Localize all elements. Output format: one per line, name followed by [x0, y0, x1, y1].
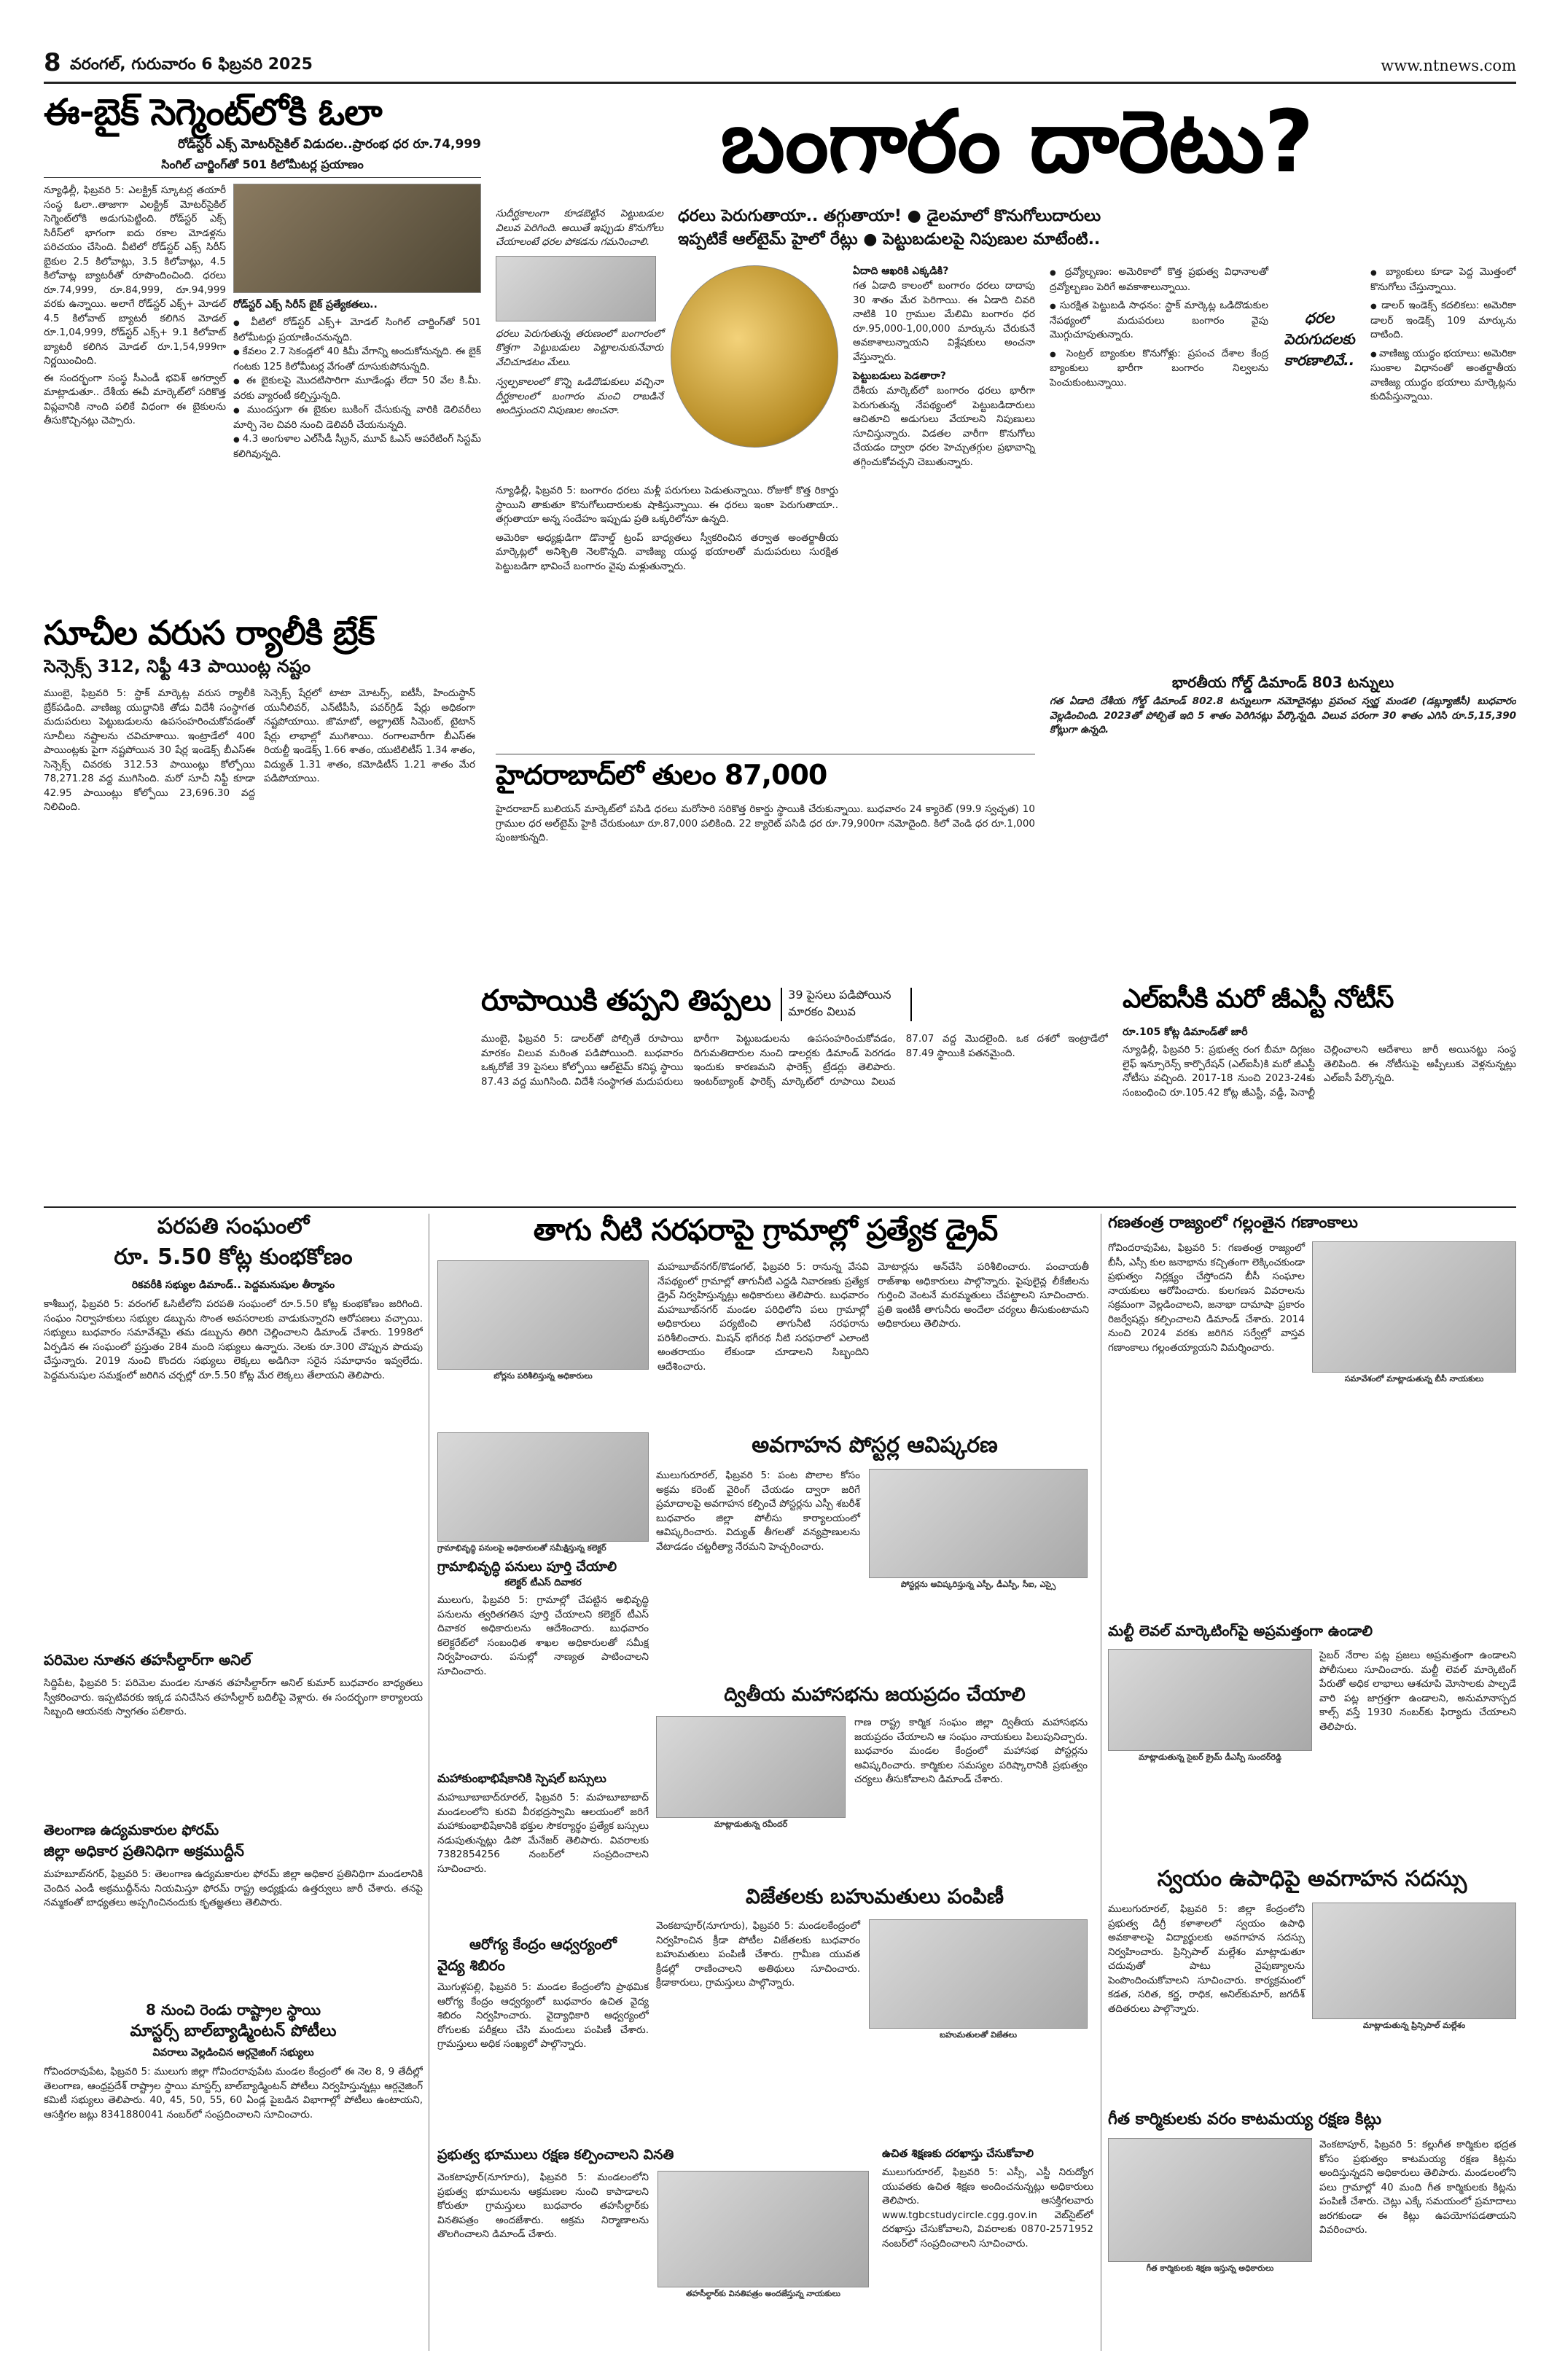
ola-bullet: ● 4.3 అంగుళాల ఎల్‌సీడీ స్క్రీన్, మూవ్ ఓఎస్ ఆపరేటింగ్ సిస్టమ్ కలిగివున్నది.	[233, 432, 481, 461]
lic-bullet: రూ.105 కోట్ల డిమాండ్‌తో జారీ	[1123, 1026, 1248, 1038]
poster-headline: అవగాహన పోస్టర్ల ఆవిష్కరణ	[752, 1432, 998, 1458]
dwitiya-article	[656, 1684, 1093, 1881]
republic-caption: సమావేశంలో మాట్లాడుతున్న బీసీ నాయకులు	[1344, 1374, 1484, 1384]
poster-photo	[869, 1469, 1088, 1578]
prizes-photo	[869, 1919, 1088, 2029]
forum-headline-2: జిల్లా అధికార ప్రతినిధిగా అక్రముద్దీన్	[44, 1842, 244, 1860]
water-body-2: మోటార్లను ఆన్‌చేసి పరిశీలించారు. పంచాయతీ రాజ్‌శాఖ అధికారులు పాల్గొన్నారు. పైపులైన్ల లీకేజీలను గుర్తించి వెంటనే మరమ్మతులు చేపట్టాలని సూచించారు. ప్రతి ఇంటికీ తాగునీరు అందేలా చర్యలు తీసుకుంటామని అధికారులు తెలిపారు.	[878, 1261, 1089, 1330]
multilevel-headline: మల్టీ లెవల్ మార్కెటింగ్‌పై అప్రమత్తంగా ఉండాలి	[1108, 1622, 1373, 1639]
gold-reasons-art-label: ధరల పెరుగుదలకు కారణాలివే..	[1284, 309, 1355, 369]
lic-headline: ఎల్‌ఐసీకి మరో జీఎస్టీ నోటీస్	[1123, 984, 1394, 1014]
gold-body-col2: అమెరికా అధ్యక్షుడిగా డొనాల్డ్ ట్రంప్ బాధ్యతలు స్వీకరించిన తర్వాత అంతర్జాతీయ మార్కెట్లలో అనిశ్చితి నెలకొన్నది. వాణిజ్య యుద్ధ భయాలతో మదుపరులు సురక్షిత పెట్టుబడిగా భావించే బంగారం వైపు మళ్లుతున్నారు.	[496, 531, 838, 572]
water-article	[437, 1214, 1093, 1425]
rights-article	[437, 2147, 875, 2351]
grama-subheadline: కలెక్టర్ టీఎస్ దివాకర	[504, 1577, 582, 1588]
selfjob-body: ములుగురూరల్, ఫిబ్రవరి 5: జిల్లా కేంద్రంలోని ప్రభుత్వ డిగ్రీ కళాశాలలో స్వయం ఉపాధి అవకాశాలపై విద్యార్థులకు అవగాహన సదస్సు నిర్వహించారు. ప్రిన్సిపాల్ మల్లేశం మాట్లాడుతూ చదువుతో పాటు నైపుణ్యాలను పెంపొందించుకోవాలని సూచించారు. కార్యక్రమంలో కడత, సరిత, కర్ణ, రాధిక, అనిల్‌కుమార్, జగదీశ్ తదితరులు పాల్గొన్నారు.	[1108, 1903, 1305, 2015]
poster-caption: పోస్టర్లను ఆవిష్కరిస్తున్న ఎస్పీ, డీఎస్పీ, సీఐ, ఎస్సై	[900, 1580, 1056, 1589]
ola-bike-photo	[233, 184, 481, 293]
republic-article	[1108, 1214, 1516, 1615]
selfjob-headline: స్వయం ఉపాధిపై అవగాహన సదస్సు	[1157, 1866, 1467, 1892]
expert-photo	[496, 256, 656, 321]
bus-headline: మహాకుంభాభిషేకానికి స్పెషల్ బస్సులు	[437, 1771, 606, 1785]
gold-body-col4: దేశీయ మార్కెట్‌లో బంగారం ధరలు భారీగా పెరుగుతున్న నేపథ్యంలో పెట్టుబడిదారులు ఆచితూచి అడుగులు వేయాలని నిపుణులు సూచిస్తున్నారు. విడతల వారీగా కొనుగోలు చేయడం ద్వారా ధరల హెచ్చుతగ్గుల ప్రభావాన్ని తగ్గించుకోవచ్చని చెబుతున్నారు.	[853, 385, 1035, 468]
scam-headline-1: పరపతి సంఘంలో	[157, 1214, 310, 1239]
health-headline-2: వైద్య శిబిరం	[437, 1956, 505, 1974]
multilevel-article	[1108, 1622, 1516, 1862]
rupee-tag: 39 పైసలు పడిపోయిన మారకం విలువ	[781, 988, 912, 1021]
gold-reasons-right	[1370, 265, 1516, 405]
gold-reason: ● వాణిజ్య యుద్ధం భయాలు: అమెరికా సుంకాల విధానంతో అంతర్జాతీయ వాణిజ్య యుద్ధం భయాలు మార్కెట్లను కుదిపేస్తున్నాయి.	[1370, 347, 1516, 405]
markets-headline: సూచీల వరుస ర్యాలీకి బ్రేక్	[44, 613, 375, 652]
gold-reason: ● సెంట్రల్ బ్యాంకుల కొనుగోళ్లు: ప్రపంచ దేశాల కేంద్ర బ్యాంకులు భారీగా బంగారం నిల్వలను పెంచుకుంటున్నాయి.	[1050, 347, 1268, 391]
markets-body-2: సెన్సెక్స్ షేర్లలో టాటా మోటర్స్, ఐటీసీ, హిందుస్థాన్ యునీలివర్, ఎన్‌టీపీసీ, పవర్‌గ్రిడ్ షేర్లు అధికంగా నష్టపోయాయి. జొమాటో, అల్ట్రాటెక్ సిమెంట్, టైటాన్ షేర్లు లాభాల్లో ముగిశాయి. రంగాలవారీగా బీఎస్‌ఈ రియల్టీ ఇండెక్స్ 1.66 శాతం, యుటిలిటీస్ 1.34 శాతం, విద్యుత్ 1.31 శాతం, కమోడిటీస్ 1.21 శాతం మేర పడిపోయాయి.	[264, 687, 475, 784]
rupee-headline: రూపాయికి తప్పని తిప్పలు	[481, 984, 771, 1018]
grama-body: ములుగు, ఫిబ్రవరి 5: గ్రామాల్లో చేపట్టిన అభివృద్ధి పనులను త్వరితగతిన పూర్తి చేయాలని కలెక్టర్ టీఎస్ దివాకర అధికారులను ఆదేశించారు. బుధవారం కలెక్టరేట్‌లో సంబంధిత శాఖల అధికారులతో సమీక్ష నిర్వహించారు. పనుల్లో నాణ్యత పాటించాలని సూచించారు.	[437, 1594, 649, 1677]
rights-headline: ప్రభుత్వ భూములు రక్షణ కల్పించాలని వినతి	[437, 2147, 674, 2163]
gold-demand-body: గత ఏడాది దేశీయ గోల్డ్ డిమాండ్ 802.8 టన్నులుగా నమోదైనట్లు ప్రపంచ స్వర్ణ మండలి (డబ్ల్యూజీసీ) బుధవారం వెల్లడించింది. 2023తో పోల్చితే ఇది 5 శాతం పెరిగినట్లు పేర్కొన్నది. విలువ పరంగా 30 శాతం ఎగిసి రూ.5,15,390 కోట్లుగా ఉన్నది.	[1050, 695, 1516, 736]
poster-body: ములుగురూరల్, ఫిబ్రవరి 5: పంట పొలాల కోసం అక్రమ కరెంట్ వైరింగ్ చేయడం ద్వారా జరిగే ప్రమాదాలపై అవగాహన కల్పించే పోస్టర్లను ఎస్పీ శబరీశ్ బుధవారం జిల్లా పోలీసు కార్యాలయంలో ఆవిష్కరించారు. విద్యుత్ తీగలతో వన్యప్రాణులను వేటాడడం చట్టరీత్యా నేరమని హెచ్చరించారు.	[656, 1470, 860, 1553]
gold-body-intro: న్యూఢిల్లీ, ఫిబ్రవరి 5: బంగారం ధరలు మళ్లీ పరుగులు పెడుతున్నాయి. రోజుకో కొత్త రికార్డు స్థాయిని తాకుతూ కొనుగోలుదారులకు షాకిస్తున్నాయి. ఈ ధరలు ఇంకా పెరుగుతాయా.. తగ్గుతాయా అన్న సందేహం ఇప్పుడు ప్రతి ఒక్కరిలోనూ ఉన్నది.	[496, 485, 838, 525]
bus-article	[437, 1771, 649, 1932]
bus-body: మహబూబాబాద్‌రూరల్, ఫిబ్రవరి 5: మహబూబాబాద్ మండలంలోని కురవి వీరభద్రస్వామి ఆలయంలో జరిగే మహాకుంభాభిషేకానికి భక్తుల సౌకర్యార్థం ప్రత్యేక బస్సులు నడుపుతున్నట్లు డిపో మేనేజర్ తెలిపారు. వివరాలకు 7382854256 నంబర్‌లో సంప్రదించాలని సూచించారు.	[437, 1792, 649, 1875]
geeta-caption: గీత కార్మికులకు శిక్షణ ఇస్తున్న అధికారులు	[1146, 2263, 1274, 2273]
gold-deck-2: ఇప్పటికే ఆల్‌టైమ్ హైలో రేట్లు ● పెట్టుబడులపై నిపుణుల మాటేంటి..	[678, 230, 1101, 249]
page-header	[44, 48, 1516, 80]
ola-body-2: ఈ సందర్భంగా సంస్థ సీఎండీ భవిశ్ అగర్వాల్ మాట్లాడుతూ.. దేశీయ ఈవీ మార్కెట్‌లో సరికొత్త విప్లవానికి నాంది పలికే విధంగా ఈ బైకులను తీసుకొచ్చినట్లు చెప్పారు.	[44, 372, 226, 426]
markets-article	[44, 612, 481, 991]
water-headline: తాగు నీటి సరఫరాపై గ్రామాల్లో ప్రత్యేక డ్రైవ్	[533, 1214, 998, 1247]
ola-kicker: సింగిల్ చార్జింగ్‌తో 501 కిలోమీటర్ల ప్రయాణం	[44, 157, 481, 178]
dwitiya-body: గాణ రాష్ట్ర కార్మిక సంఘం జిల్లా ద్వితీయ మహాసభను జయప్రదం చేయాలని ఆ సంఘం నాయకులు పిలుపునిచ్చారు. బుధవారం మండల కేంద్రంలో మహాసభ పోస్టర్లను ఆవిష్కరించారు. కార్మికుల సమస్యల పరిష్కారానికి ప్రభుత్వం చర్యలు తీసుకోవాలని డిమాండ్ చేశారు.	[854, 1717, 1088, 1785]
ola-bullet-head: రోడ్‌స్టర్ ఎక్స్ సిరీస్ బైక్ ప్రత్యేకతలు..	[233, 299, 378, 311]
masters-body: గోవిందరావుపేట, ఫిబ్రవరి 5: ములుగు జిల్లా గోవిందరావుపేట మండల కేంద్రంలో ఈ నెల 8, 9 తేదీల్లో తెలంగాణ, ఆంధ్రప్రదేశ్ రాష్ట్రాల స్థాయి మాస్టర్స్ బాల్‌బ్యాడ్మింటన్ పోటీలు నిర్వహిస్తున్నట్లు ఆర్గనైజింగ్ కమిటీ సభ్యులు తెలిపారు. 40, 45, 50, 55, 60 ఏండ్ల పైబడిన విభాగాల్లో పోటీలు ఉంటాయని, ఆసక్తిగల జట్లు 8341880041 నంబర్‌లో సంప్రదించాలని సూచించారు.	[44, 2066, 423, 2120]
grama-photo	[437, 1432, 649, 1542]
geeta-photo	[1108, 2138, 1312, 2262]
ola-bullets	[233, 316, 481, 461]
water-photo	[437, 1260, 649, 1370]
rupee-body: ముంబై, ఫిబ్రవరి 5: డాలర్‌తో పోల్చితే రూపాయి మారకం విలువ మరింత పడిపోయింది. బుధవారం ఒక్కరోజే 39 పైసలు కోల్పోయి ఆల్‌టైమ్ కనిష్ఠ స్థాయి 87.43 వద్ద ముగిసింది. విదేశీ సంస్థాగత మదుపరులు భారీగా పెట్టుబడులను ఉపసంహరించుకోవడం, దిగుమతిదారుల నుంచి డాలర్లకు డిమాండ్ పెరగడం ఇందుకు కారణమని ఫారెక్స్ ట్రేడర్లు తెలిపారు. ఇంటర్‌బ్యాంక్ ఫారెక్స్ మార్కెట్‌లో రూపాయి విలువ 87.07 వద్ద మొదలైంది. ఒక దశలో ఇంట్రాడేలో 87.49 స్థాయికి పతనమైంది.	[481, 1033, 1108, 1088]
multilevel-photo	[1108, 1649, 1312, 1751]
tahsildar-article	[44, 1651, 423, 1819]
ola-subheadline: రోడ్‌స్టర్ ఎక్స్ మోటర్‌సైకిల్ విడుదల..ప్రారంభ ధర రూ.74,999	[177, 137, 481, 152]
tahsildar-headline: పరిమెల నూతన తహసీల్దార్‌గా అనిల్	[44, 1651, 251, 1669]
republic-body: గోవిందరావుపేట, ఫిబ్రవరి 5: గణతంత్ర రాజ్యంలో బీసీ, ఎస్సీ కుల జనాభాను కచ్చితంగా లెక్కించకుండా ప్రభుత్వం నిర్లక్ష్యం చేస్తోందని బీసీ సంఘాల నాయకులు ఆరోపించారు. కులగణన వివరాలను సక్రమంగా వెల్లడించాలని, జనాభా దామాషా ప్రకారం రిజర్వేషన్లు కల్పించాలని డిమాండ్ చేశారు. 2014 నుంచి 2024 వరకు జరిగిన సర్వేల్లో వాస్తవ గణాంకాలు గల్లంతయ్యాయని విమర్శించారు.	[1108, 1242, 1305, 1354]
ola-article	[44, 90, 481, 608]
gold-subhead-invest: పెట్టుబడులు పెడతారా?	[853, 370, 946, 382]
forum-headline-1: తెలంగాణ ఉద్యమకారుల ఫోరమ్	[44, 1822, 219, 1838]
gold-demand-head: భారతీయ గోల్డ్ డిమాండ్ 803 టన్నులు	[1171, 674, 1394, 691]
geeta-article	[1108, 2110, 1516, 2351]
ola-bullet: ● కేవలం 2.7 సెకండ్లలో 40 కిమీ వేగాన్ని అందుకోనున్నది. ఈ బైక్ గంటకు 125 కిలోమీటర్ల వేగంతో దూసుకుపోనున్నది.	[233, 345, 481, 374]
gold-quote-1: సుదీర్ఘకాలంగా కూడబెట్టిన పెట్టుబడుల విలువ పెరిగింది. అయితే ఇప్పుడు కొనుగోలు చేయాలంటే ధరల పోకడను గమనించాలి.	[496, 208, 663, 248]
republic-headline: గణతంత్ర రాజ్యంలో గల్లంతైన గణాంకాలు	[1108, 1214, 1358, 1232]
scam-article	[44, 1214, 423, 1644]
gold-reason: ● డాలర్ ఇండెక్స్ కదలికలు: అమెరికా డాలర్ ఇండెక్స్ 109 మార్కును దాటింది.	[1370, 299, 1516, 343]
grama-caption: గ్రామాభివృద్ధి పనులపై అధికారులతో సమీక్షిస్తున్న కలెక్టర్	[437, 1543, 606, 1553]
geeta-body: వెంకటాపూర్, ఫిబ్రవరి 5: కల్లుగీత కార్మికుల భద్రత కోసం ప్రభుత్వం కాటమయ్య రక్షణ కిట్లను అందిస్తున్నదని అధికారులు తెలిపారు. మండలంలోని పలు గ్రామాల్లో 40 మంది గీత కార్మికులకు కిట్లను పంపిణీ చేశారు. చెట్లు ఎక్కే సమయంలో ప్రమాదాలు జరగకుండా ఈ కిట్లు ఉపయోగపడతాయని వివరించారు.	[1319, 2139, 1516, 2236]
gold-quote-2: ధరలు పెరుగుతున్న తరుణంలో బంగారంలో కొత్తగా పెట్టుబడులు పెట్టాలనుకునేవారు వేచిచూడటం మేలు.	[496, 327, 663, 368]
masters-subheadline: వివరాలు వెల్లడించిన ఆర్గనైజింగ్ సభ్యులు	[152, 2047, 314, 2059]
multilevel-body: సైబర్ నేరాల పట్ల ప్రజలు అప్రమత్తంగా ఉండాలని పోలీసులు సూచించారు. మల్టీ లెవల్ మార్కెటింగ్ పేరుతో అధిక లాభాలు ఆశచూపి మోసాలకు పాల్పడే వారి పట్ల జాగ్రత్తగా ఉండాలని, అనుమానాస్పద కాల్స్ వస్తే 1930 నంబర్‌కు ఫిర్యాదు చేయాలని తెలిపారు.	[1319, 1650, 1516, 1733]
training-body: ములుగురూరల్, ఫిబ్రవరి 5: ఎస్సీ, ఎస్టీ నిరుద్యోగ యువతకు ఉచిత శిక్షణ అందించనున్నట్లు అధికారులు తెలిపారు. ఆసక్తిగలవారు www.tgbcstudycircle.cgg.gov.in వెబ్‌సైట్‌లో దరఖాస్తు చేసుకోవాలని, వివరాలకు 0870-2571952 నంబర్‌లో సంప్రదించాలని సూచించారు.	[882, 2166, 1093, 2250]
scam-body: కాశీబుగ్గ, ఫిబ్రవరి 5: వరంగల్ ఓసిటీలోని పరపతి సంఘంలో రూ.5.50 కోట్ల కుంభకోణం జరిగింది. సంఘం నిర్వాహకులు సభ్యుల డబ్బును సొంత అవసరాలకు వాడుకున్నారని ఆరోపణలు వచ్చాయి. సభ్యులు బుధవారం సమావేశమై తమ డబ్బును తిరిగి చెల్లించాలని డిమాండ్ చేశారు. 1998లో ఏర్పడిన ఈ సంఘంలో ప్రస్తుతం 284 మంది సభ్యులు ఉన్నారు. నెలకు రూ.300 చొప్పున పొదుపు చేస్తున్నారు. 2019 నుంచి కొందరు సభ్యులు లెక్కలు అడిగినా సరైన సమాధానం ఇవ్వలేదు. పెద్దమనుషుల సమక్షంలో జరిగిన చర్చల్లో రూ.5.50 కోట్ల మేర లెక్కలు తేలాయని తెలిపారు.	[44, 1298, 423, 1381]
rights-photo	[657, 2171, 869, 2287]
training-headline: ఉచిత శిక్షణకు దరఖాస్తు చేసుకోవాలి	[882, 2147, 1034, 2160]
masters-article	[44, 2001, 423, 2351]
water-body-1: మహబూబ్‌నగర్/కొడంగల్, ఫిబ్రవరి 5: రానున్న వేసవి నేపథ్యంలో గ్రామాల్లో తాగునీటి ఎద్దడి నివారణకు ప్రత్యేక డ్రైవ్ నిర్వహిస్తున్నట్లు అధికారులు తెలిపారు. బుధవారం మహబూబ్‌నగర్ మండల పరిధిలోని పలు గ్రామాల్లో అధికారులు పర్యటించి తాగునీటి సరఫరాను పరిశీలించారు. మిషన్ భగీరథ నీటి సరఫరాలో ఎలాంటి అంతరాయం లేకుండా చూడాలని సిబ్బందిని ఆదేశించారు.	[657, 1261, 869, 1373]
masters-headline-2: మాస్టర్స్ బాల్‌బ్యాడ్మింటన్ పోటీలు	[130, 2022, 337, 2040]
geeta-headline: గీత కార్మికులకు వరం కాటమయ్య రక్షణ కిట్లు	[1108, 2110, 1382, 2129]
rights-caption: తహసీల్దార్‌కు వినతిపత్రం అందజేస్తున్న నాయకులు	[686, 2289, 840, 2298]
gold-deck-1: ధరలు పెరుగుతాయా.. తగ్గుతాయా! ● డైలమాలో కొనుగోలుదారులు	[678, 207, 1101, 225]
tahsildar-body: సిద్దిపేట, ఫిబ్రవరి 5: పరిమెల మండల నూతన తహసీల్దార్‌గా అనిల్ కుమార్ బుధవారం బాధ్యతలు స్వీకరించారు. ఇప్పటివరకు ఇక్కడ పనిచేసిన తహసీల్దార్ బదిలీపై వెళ్లారు. ఈ సందర్భంగా కార్యాలయ సిబ్బంది ఆయనకు స్వాగతం పలికారు.	[44, 1677, 423, 1717]
gold-reason: ● బ్యాంకులు కూడా పెద్ద మొత్తంలో కొనుగోలు చేస్తున్నాయి.	[1370, 265, 1516, 294]
prizes-body: వెంకటాపూర్(నూగూరు), ఫిబ్రవరి 5: మండలకేంద్రంలో నిర్వహించిన క్రీడా పోటీల విజేతలకు బుధవారం బహుమతులు పంపిణీ చేశారు. గ్రామీణ యువత క్రీడల్లో రాణించాలని అతిథులు సూచించారు. క్రీడాకారులు, గ్రామస్తులు పాల్గొన్నారు.	[656, 1920, 860, 1989]
selfjob-caption: మాట్లాడుతున్న ప్రిన్సిపాల్ మల్లేశం	[1362, 2021, 1466, 2030]
rupee-article	[481, 984, 1108, 1203]
hyd-headline: హైదరాబాద్‌లో తులం 87,000	[496, 759, 827, 791]
lic-article	[1123, 984, 1516, 1203]
lic-body: న్యూఢిల్లీ, ఫిబ్రవరి 5: ప్రభుత్వ రంగ బీమా దిగ్గజం లైఫ్ ఇన్సూరెన్స్ కార్పొరేషన్ (ఎల్‌ఐసీ)కి మరో జీఎస్టీ నోటీసు వచ్చింది. 2017-18 నుంచి 2023-24కు సంబంధించి రూ.105.42 కోట్ల జీఎస్టీ, వడ్డీ, పెనాల్టీ చెల్లించాలని ఆదేశాలు జారీ అయినట్టు సంస్థ తెలిపింది. ఈ నోటీసుపై అప్పీలుకు వెళ్లనున్నట్లు ఎల్‌ఐసీ పేర్కొన్నది.	[1123, 1044, 1516, 1099]
poster-article	[656, 1432, 1093, 1680]
forum-body: మహబూబ్‌నగర్, ఫిబ్రవరి 5: తెలంగాణ ఉద్యమకారుల ఫోరమ్ జిల్లా అధికార ప్రతినిధిగా మండలానికి చెందిన ఎండీ అక్రముద్దీన్‌ను నియమిస్తూ ఫోరమ్ రాష్ట్ర అధ్యక్షుడు ఉత్తర్వులు జారీ చేశారు. తనపై నమ్మకంతో బాధ్యతలు అప్పగించినందుకు కృతజ్ఞతలు తెలిపారు.	[44, 1868, 423, 1908]
forum-article	[44, 1822, 423, 1997]
selfjob-photo	[1312, 1903, 1516, 2019]
ola-bullet: ● వీటిలో రోడ్‌స్టర్ ఎక్స్+ మోడల్ సింగిల్ చార్జింగ్‌తో 501 కిలోమీటర్లు ప్రయాణించనున్నది.	[233, 316, 481, 345]
masters-headline-1: 8 నుంచి రెండు రాష్ట్రాల స్థాయి	[146, 2001, 321, 2018]
gold-reason: ● ద్రవ్యోల్బణం: అమెరికాలో కొత్త ప్రభుత్వ విధానాలతో ద్రవ్యోల్బణం పెరిగే అవకాశాలున్నాయి.	[1050, 265, 1268, 294]
ola-bullet: ● ముందస్తుగా ఈ బైకుల బుకింగ్ చేసుకున్న వారికి డెలివరీలు మార్చి నెల చివరి నుంచి డెలివరీ చేయనున్నది.	[233, 403, 481, 432]
ola-body: న్యూఢిల్లీ, ఫిబ్రవరి 5: ఎలక్ట్రిక్ స్కూటర్ల తయారీ సంస్థ ఓలా..తాజాగా ఎలక్ట్రిక్ మోటర్‌సైకిల్ సెగ్మెంట్‌లోకి అడుగుపెట్టింది. రోడ్‌స్టర్ ఎక్స్ సిరీస్‌లో భాగంగా ఐదు రకాల మోడళ్లను పరిచయం చేసింది. వీటిలో రోడ్‌స్టర్ ఎక్స్ సిరీస్ బైకుల 2.5 కిలోవాట్లు, 3.5 కిలోవాట్లు, 4.5 కిలోవాట్ల బ్యాటరీతో రూపొందించింది. ధరలు రూ.74,999, రూ.84,999, రూ.94,999 వరకు ఉన్నాయి. అలాగే రోడ్‌స్టర్ ఎక్స్+ మోడల్ 4.5 కిలోవాట్ బ్యాటరీ కలిగిన మోడల్ రూ.1,04,999, రోడ్‌స్టర్ ఎక్స్+ 9.1 కిలోవాట్ బ్యాటరీ కలిగిన మోడల్ రూ.1,54,999గా నిర్ణయించింది.	[44, 184, 226, 367]
gold-reason: ● సురక్షిత పెట్టుబడి సాధనం: స్టాక్ మార్కెట్ల ఒడిదొడుకుల నేపథ్యంలో మదుపరులు బంగారం వైపు మొగ్గుచూపుతున్నారు.	[1050, 299, 1268, 343]
ola-headline: ఈ-బైక్ సెగ్మెంట్‌లోకి ఓలా	[44, 91, 382, 133]
training-article	[882, 2147, 1093, 2351]
gold-reasons	[1050, 265, 1268, 390]
gold-quote-3: స్వల్పకాలంలో కొన్ని ఒడిదొడుకులు వచ్చినా దీర్ఘకాలంలో బంగారం మంచి రాబడినే అందిస్తుందని నిపుణుల అంచనా.	[496, 376, 663, 416]
grama-headline: గ్రామాభివృద్ధి పనులు పూర్తి చేయాలి	[437, 1559, 617, 1575]
rights-body: వెంకటాపూర్(నూగూరు), ఫిబ్రవరి 5: మండలంలోని ప్రభుత్వ భూములను ఆక్రమణల నుంచి కాపాడాలని కోరుతూ గ్రామస్తులు బుధవారం తహసీల్దార్‌కు వినతిపత్రం అందజేశారు. అక్రమ నిర్మాణాలను తొలగించాలని డిమాండ్ చేశారు.	[437, 2172, 649, 2240]
header-rule	[44, 82, 1516, 84]
markets-subheadline: సెన్సెక్స్ 312, నిఫ్టీ 43 పాయింట్ల నష్టం	[44, 656, 311, 676]
website[interactable]: www.ntnews.com	[1381, 57, 1516, 74]
dwitiya-headline: ద్వితీయ మహాసభను జయప్రదం చేయాలి	[724, 1684, 1026, 1706]
multilevel-caption: మాట్లాడుతున్న సైబర్ క్రైమ్ డీఎస్పీ సుందర్‌రెడ్డి	[1138, 1752, 1282, 1762]
prizes-headline: విజేతలకు బహుమతులు పంపిణీ	[746, 1884, 1004, 1908]
dwitiya-caption: మాట్లాడుతున్న రవీందర్	[714, 1819, 788, 1829]
page-number: 8	[44, 48, 61, 77]
ola-bullet: ● ఈ బైకులపై మొదటిసారిగా మూడేండ్లు లేదా 50 వేల కి.మీ. వరకు వ్యారంటీ కల్పిస్తున్నది.	[233, 374, 481, 403]
section-divider	[44, 1206, 1516, 1208]
markets-body-1: ముంబై, ఫిబ్రవరి 5: స్టాక్ మార్కెట్ల వరుస ర్యాలీకి బ్రేక్‌పడింది. వాణిజ్య యుద్ధానికి తోడు విదేశీ సంస్థాగత మదుపరులు పెట్టుబడులను ఉపసంహరించుకోవడంతో సూచీలు నష్టాలను చవిచూశాయి. ఇంట్రాడేలో 400 పాయింట్లకు పైగా నష్టపోయిన 30 షేర్ల ఇండెక్స్ బీఎస్‌ఈ సెన్సెక్స్ చివరకు 312.53 పాయింట్లు కోల్పోయి 78,271.28 వద్ద ముగిసింది. మరో సూచీ నిఫ్టీ కూడా 42.95 పాయింట్లు కోల్పోయి 23,696.30 వద్ద నిలిచింది.	[44, 687, 255, 813]
dateline: వరంగల్, గురువారం 6 ఫిబ్రవరి 2025	[70, 55, 313, 74]
hyd-body: హైదరాబాద్ బులియన్ మార్కెట్‌లో పసిడి ధరలు మరోసారి సరికొత్త రికార్డు స్థాయికి చేరుకున్నాయి. బుధవారం 24 క్యారెట్ (99.9 స్వచ్ఛత) 10 గ్రాముల ధర అల్‌టైమ్ హైకి చేరుకుంటూ రూ.87,000 పలికింది. 22 క్యారెట్ పసిడి ధర రూ.79,900గా నమోదైంది. కిలో వెండి ధర రూ.1,000 పుంజుకున్నది.	[496, 803, 1035, 843]
health-article	[437, 1935, 649, 2139]
water-caption: బోర్లను పరిశీలిస్తున్న అధికారులు	[493, 1371, 593, 1381]
gold-coins-illustration	[671, 265, 838, 448]
health-body: మొగుళ్లపల్లి, ఫిబ్రవరి 5: మండల కేంద్రంలోని ప్రాథమిక ఆరోగ్య కేంద్రం ఆధ్వర్యంలో బుధవారం ఉచిత వైద్య శిబిరం నిర్వహించారు. వైద్యాధికారి ఆధ్వర్యంలో రోగులకు పరీక్షలు చేసి మందులు పంపిణీ చేశారు. గ్రామస్తులు అధిక సంఖ్యలో పాల్గొన్నారు.	[437, 1981, 649, 2050]
gold-subhead-year: ఏదాది ఆఖరికి ఎక్కడికి?	[853, 265, 949, 277]
gold-article	[496, 90, 1516, 980]
prizes-article	[656, 1884, 1093, 2139]
scam-headline-2: రూ. 5.50 కోట్ల కుంభకోణం	[114, 1244, 353, 1270]
republic-photo	[1312, 1241, 1516, 1373]
health-headline-1: ఆరోగ్య కేంద్రం ఆధ్వర్యంలో	[469, 1935, 617, 1953]
prizes-caption: బహుమతులతో విజేతలు	[939, 2030, 1018, 2040]
gold-body-col3: గత ఏడాది కాలంలో బంగారం ధరలు దాదాపు 30 శాతం మేర పెరిగాయి. ఈ ఏడాది చివరి నాటికి 10 గ్రాముల మేలిమి బంగారం ధర రూ.95,000-1,00,000 మార్కును చేరుకునే అవకాశాలున్నాయని విశ్లేషకులు అంచనా వేస్తున్నారు.	[853, 280, 1035, 363]
grama-article	[437, 1432, 649, 1768]
gold-headline: బంగారం దారెటు?	[720, 91, 1314, 192]
selfjob-article	[1108, 1866, 1516, 2107]
scam-subheadline: రికవరీకి సభ్యుల డిమాండ్.. పెద్దమనుషుల తీర్మానం	[131, 1279, 335, 1291]
dwitiya-photo	[656, 1716, 846, 1818]
